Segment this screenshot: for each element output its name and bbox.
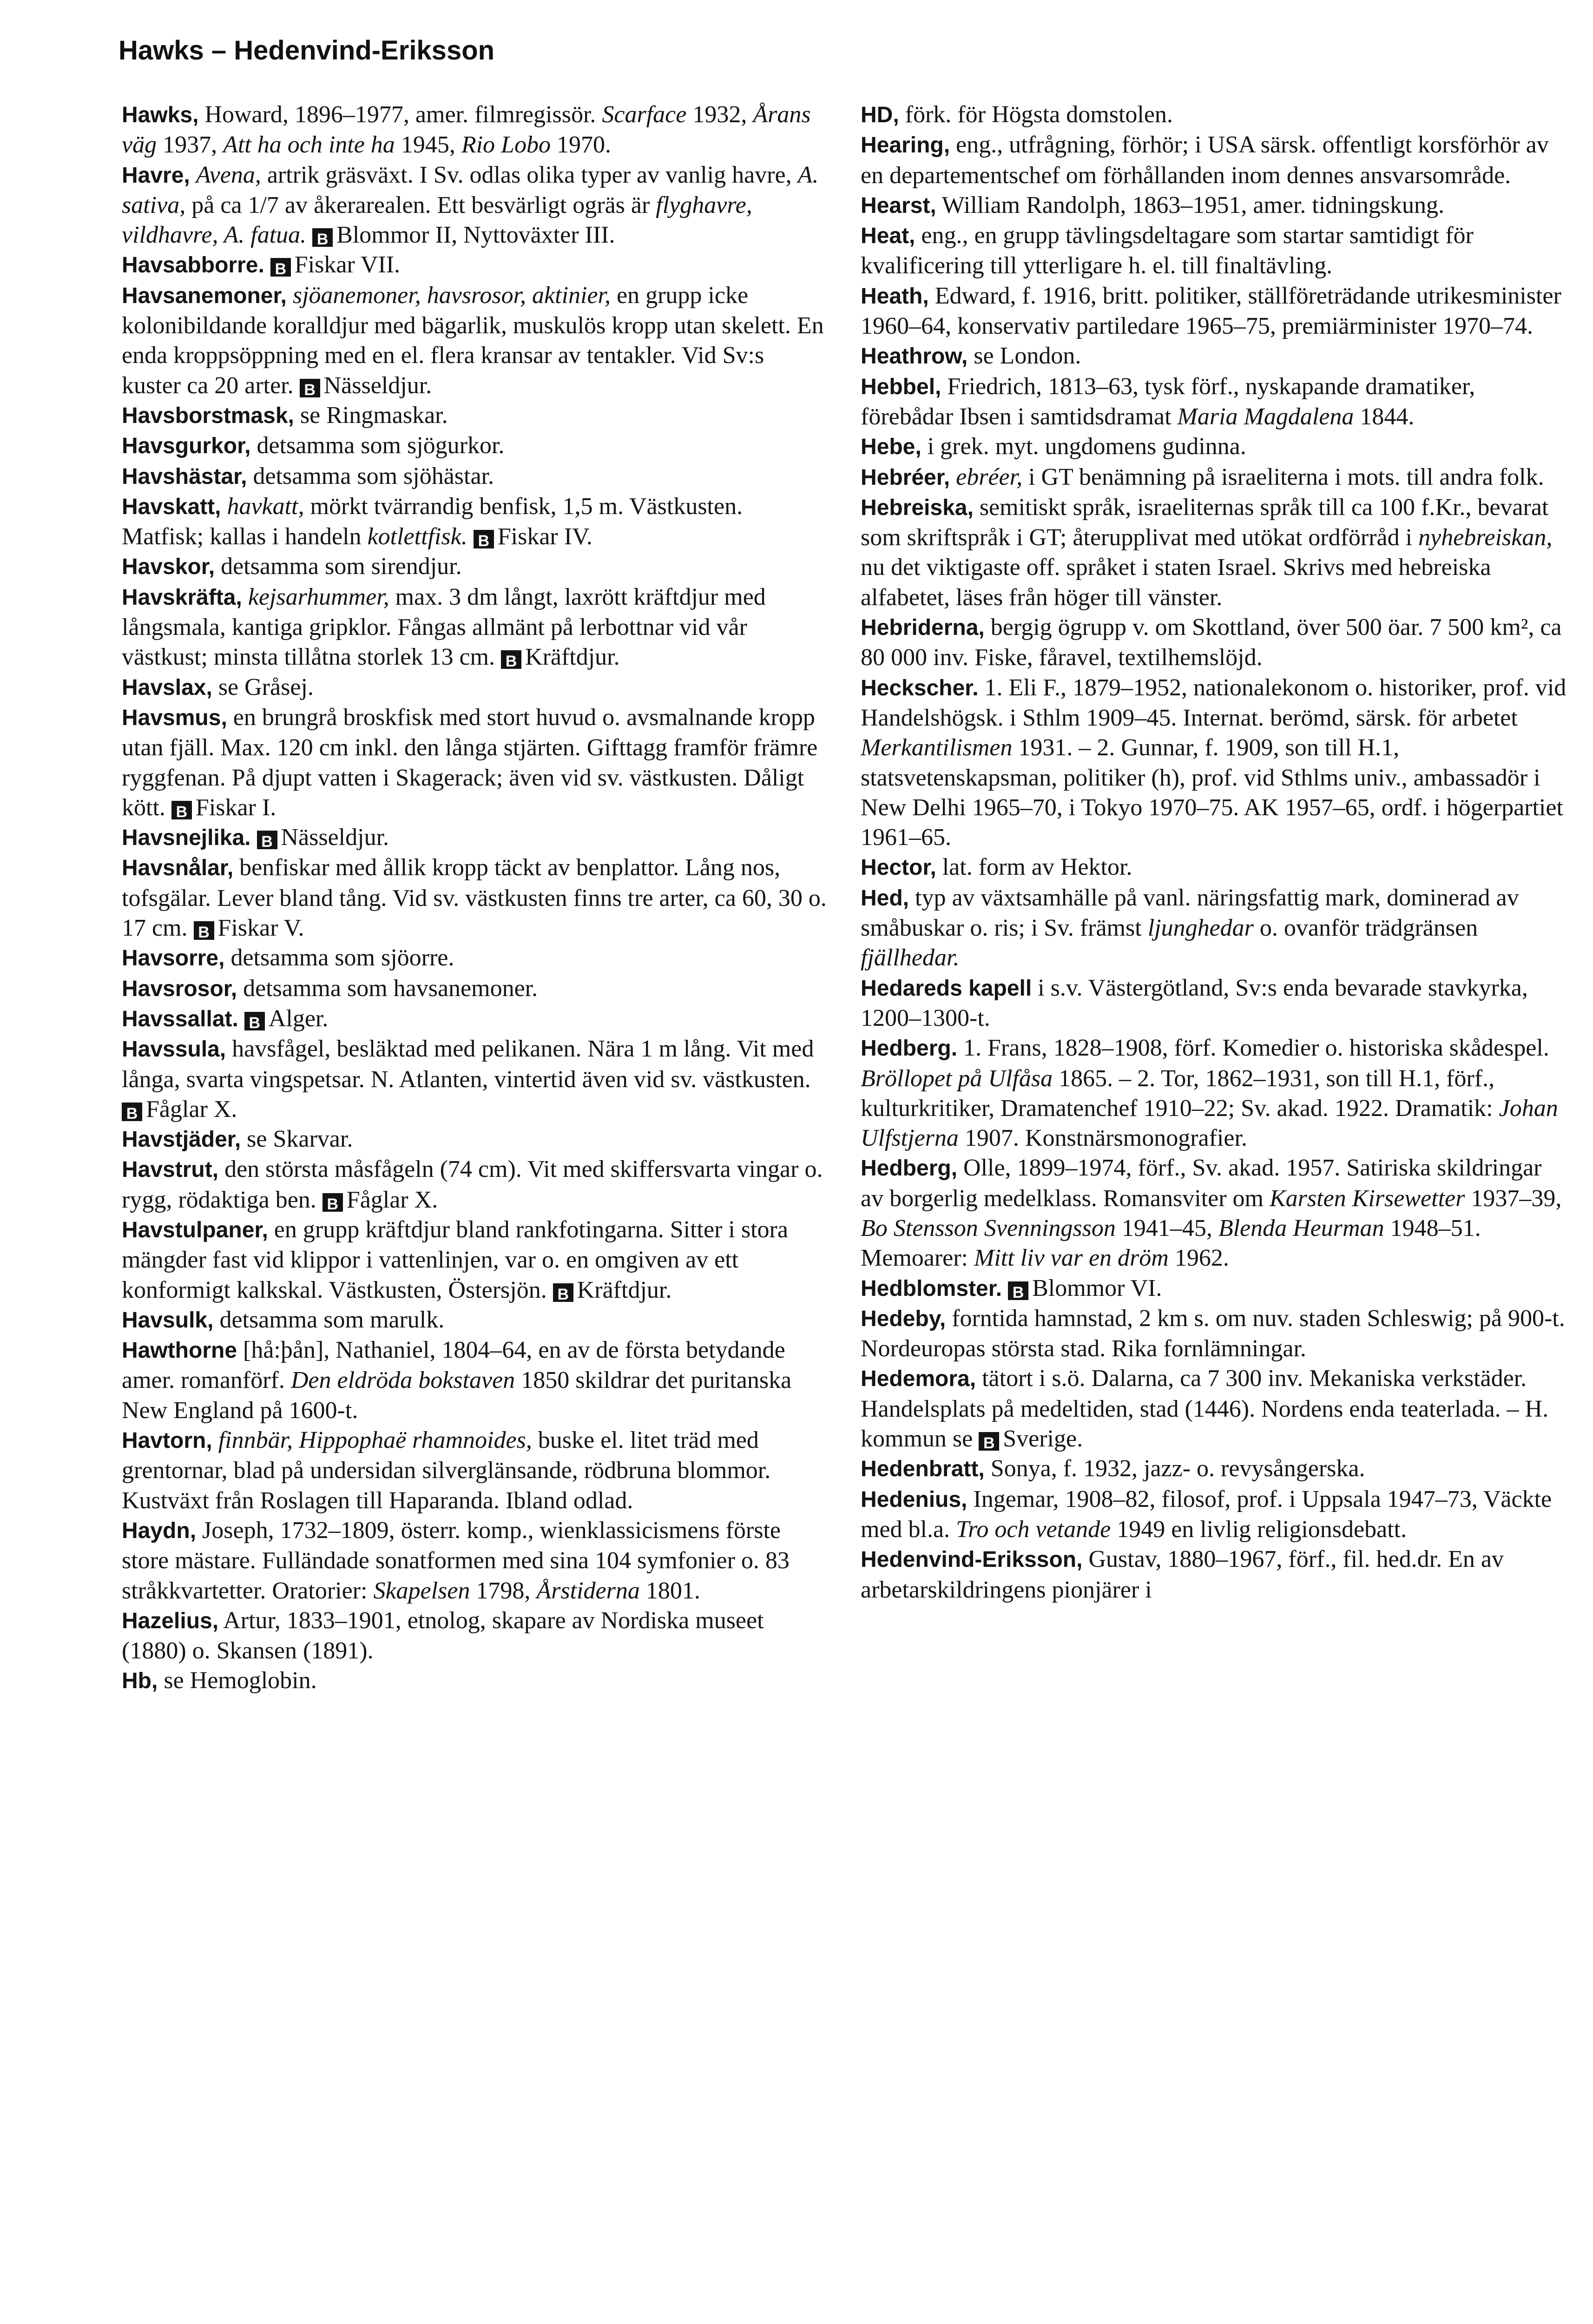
entry-italic-text: ebréer, <box>956 463 1023 490</box>
dictionary-entry <box>861 1545 1567 1605</box>
entry-italic-text: Bröllopet på Ulfåsa <box>861 1065 1053 1092</box>
entry-text <box>238 1005 244 1032</box>
entry-text: Howard, 1896–1977, amer. filmregissör. <box>198 101 602 128</box>
entry-text: typ av växtsamhälle på vanl. näringsfattig mark, dominerad av småbuskar o. ris; i Sv. främst <box>861 884 1519 942</box>
entry-italic-text: flyghavre, vildhavre, A. fatua. <box>122 191 752 249</box>
right-column <box>861 100 1567 1605</box>
dictionary-entry <box>861 100 1567 130</box>
entry-italic-text: Den eldröda bokstaven <box>290 1367 515 1394</box>
dictionary-entry <box>122 703 828 823</box>
dictionary-entry <box>122 673 828 703</box>
dictionary-entry <box>122 100 828 160</box>
entry-headword: Hebe, <box>861 435 922 460</box>
entry-text: Gustav, 1880–1967, förf., fil. hed.dr. En av arbetarskildringens pionjärer i <box>861 1546 1504 1603</box>
entry-text: eng., en grupp tävlingsdeltagare som startar samtidigt för kvalificering till ytterligare h. el. till finaltävling. <box>861 222 1474 279</box>
entry-text: 1844. <box>1354 403 1415 430</box>
entry-text: en grupp kräftdjur bland rankfotingarna. Sitter i stora mängder fast vid klippor i vattenlinjen, var o. en omgiven av ett konformigt kalkskal. Västkusten, Östersjön. <box>122 1216 788 1303</box>
dictionary-entry <box>861 973 1567 1034</box>
picture-reference-icon: B <box>194 921 214 940</box>
dictionary-entry <box>861 673 1567 853</box>
dictionary-entry <box>861 281 1567 342</box>
dictionary-entry <box>122 1426 828 1516</box>
dictionary-entry <box>122 1124 828 1155</box>
entry-headword: Havstrut, <box>122 1157 219 1182</box>
entry-headword: Havskräfta, <box>122 585 242 610</box>
entry-text: Joseph, 1732–1809, österr. komp., wienklassicismens förste store mästare. Fulländade sonatformen med sina 104 symfonier o. 83 stråkkvartetter. Oratorier: <box>122 1517 790 1604</box>
dictionary-entry <box>122 552 828 582</box>
picture-reference-icon: B <box>501 650 521 669</box>
entry-text: Nässeldjur. <box>323 372 432 399</box>
entry-text: max. 3 dm långt, laxrött kräftdjur med långsmala, kantiga gripklor. Fångas allmänt på lerbottnar vid vår västkust; minsta tillåtna storlek 13 cm. <box>122 583 766 671</box>
entry-text: den största måsfågeln (74 cm). Vit med skiffersvarta vingar o. rygg, rödaktiga ben. <box>122 1156 823 1213</box>
picture-reference-icon: B <box>244 1012 265 1030</box>
entry-italic-text: ljunghedar <box>1147 915 1254 942</box>
dictionary-entry <box>861 1364 1567 1454</box>
entry-text: semitiskt språk, israeliternas språk till ca 100 f.Kr., bevarat som skriftspråk i GT; återupplivat med utökat ordförråd i <box>861 494 1549 551</box>
entry-italic-text: havkatt, <box>227 493 304 520</box>
entry-italic-text: Johan Ulfstjerna <box>861 1095 1558 1152</box>
entry-headword: Hazelius, <box>122 1608 219 1633</box>
entry-italic-text: fjällhedar. <box>861 944 960 971</box>
entry-headword: Hebreiska, <box>861 495 974 520</box>
entry-italic-text: Avena, <box>196 161 261 188</box>
entry-headword: Hedareds kapell <box>861 976 1032 1001</box>
entry-headword: Hearing, <box>861 133 950 158</box>
dictionary-entry <box>861 462 1567 493</box>
picture-reference-icon: B <box>171 801 192 819</box>
entry-headword: Havsanemoner, <box>122 283 287 308</box>
entry-text: detsamma som sjögurkor. <box>250 432 505 459</box>
entry-headword: Heath, <box>861 284 929 309</box>
dictionary-entry <box>122 401 828 431</box>
dictionary-entry <box>861 883 1567 973</box>
entry-text: Nässeldjur. <box>281 824 389 851</box>
left-column <box>122 100 828 1697</box>
entry-headword: Havsgurkor, <box>122 434 251 459</box>
entry-text: 1931. – 2. Gunnar, f. 1909, son till H.1, statsvetenskapsman, politiker (h), prof. vid Sthlms univ., ambassadör i New Delhi 1965–70, i Tokyo 1970–75. AK 1957–65, ordf. i högerpartiet 1961–65. <box>861 734 1563 851</box>
entry-text: se Hemoglobin. <box>158 1667 317 1694</box>
entry-text: buske el. litet träd med grentornar, blad på undersidan silverglänsande, rödbruna blommor. Kustväxt från Roslagen till Haparanda. Ibland odlad. <box>122 1427 771 1514</box>
dictionary-entry <box>861 130 1567 191</box>
entry-headword: Havsabborre. <box>122 253 264 278</box>
dictionary-entry <box>122 1666 828 1696</box>
dictionary-entry <box>122 853 828 943</box>
entry-headword: Havsorre, <box>122 946 225 971</box>
entry-text: detsamma som sjöorre. <box>224 944 454 971</box>
entry-text: William Randolph, 1863–1951, amer. tidningskung. <box>936 191 1444 218</box>
entry-text: Fiskar V. <box>217 915 304 942</box>
entry-headword: Hedenbratt, <box>861 1457 985 1482</box>
entry-text: Kräftdjur. <box>577 1276 672 1303</box>
picture-reference-icon: B <box>553 1283 573 1302</box>
dictionary-entry <box>122 974 828 1004</box>
entry-headword: Hed, <box>861 885 909 911</box>
entry-italic-text: Karsten Kirsewetter <box>1270 1185 1465 1212</box>
dictionary-entry <box>122 462 828 492</box>
entry-text: i GT benämning på israeliterna i mots. till andra folk. <box>1022 463 1544 490</box>
entry-italic-text: Att ha och inte ha <box>223 132 395 158</box>
entry-text <box>212 1427 218 1453</box>
entry-text: 1. Eli F., 1879–1952, nationalekonom o. historiker, prof. vid Handelshögsk. i Sthlm 1909–45. Internat. berömd, särsk. för arbetet <box>861 674 1567 731</box>
entry-headword: Heathrow, <box>861 344 968 369</box>
dictionary-entry <box>861 852 1567 883</box>
entry-headword: Hector, <box>861 855 936 880</box>
entry-headword: Havshästar, <box>122 464 247 489</box>
dictionary-entry <box>861 1454 1567 1484</box>
entry-text: 1962. <box>1168 1245 1229 1272</box>
entry-text: i s.v. Västergötland, Sv:s enda bevarade stavkyrka, 1200–1300-t. <box>861 974 1528 1031</box>
dictionary-entry <box>861 1274 1567 1304</box>
entry-text: tätort i s.ö. Dalarna, ca 7 300 inv. Mekaniska verkstäder. Handelsplats på medeltiden, stad (1446). Nordens enda teaterlada. – H. kommun se <box>861 1365 1549 1452</box>
entry-text: [hå:þån], Nathaniel, 1804–64, en av de första betydande amer. romanförf. <box>122 1337 785 1394</box>
dictionary-entry <box>122 1305 828 1335</box>
entry-text: Kräftdjur. <box>525 644 620 671</box>
entry-headword: Havsnejlika. <box>122 825 251 851</box>
dictionary-entry <box>122 1004 828 1034</box>
dictionary-entry <box>861 1304 1567 1364</box>
entry-headword: Heckscher. <box>861 675 979 700</box>
dictionary-entry <box>122 281 828 401</box>
entry-headword: Hedberg, <box>861 1156 958 1181</box>
entry-text: se Ringmaskar. <box>294 402 448 429</box>
entry-headword: Hedenvind-Eriksson, <box>861 1547 1083 1572</box>
entry-text: Sverige. <box>1003 1426 1083 1452</box>
entry-headword: Havstjäder, <box>122 1127 241 1152</box>
entry-italic-text: Skapelsen <box>373 1577 470 1604</box>
entry-headword: Havsrosor, <box>122 976 237 1001</box>
entry-text: Fiskar IV. <box>497 523 592 550</box>
entry-headword: Havslax, <box>122 675 212 700</box>
entry-text: se Skarvar. <box>241 1126 353 1153</box>
dictionary-entry <box>861 493 1567 613</box>
entry-italic-text: Scarface <box>602 101 687 128</box>
dictionary-entry <box>122 823 828 853</box>
entry-headword: Hawks, <box>122 103 199 127</box>
dictionary-entry <box>122 582 828 673</box>
entry-headword: Havsmus, <box>122 705 227 730</box>
entry-text: 1948–51. Memoarer: <box>861 1215 1481 1272</box>
entry-italic-text: Rio Lobo <box>461 132 551 158</box>
entry-text: se London. <box>968 343 1081 370</box>
picture-reference-icon: B <box>474 530 494 548</box>
dictionary-entry <box>122 160 828 251</box>
entry-headword: Havre, <box>122 163 190 188</box>
running-head: Hawks – Hedenvind-Eriksson <box>118 35 495 66</box>
picture-reference-icon: B <box>312 228 333 247</box>
entry-text <box>950 464 956 490</box>
dictionary-entry <box>122 1215 828 1305</box>
entry-italic-text: Årstiderna <box>536 1577 640 1604</box>
entry-text: 1941–45, <box>1115 1215 1218 1241</box>
entry-headword: Haydn, <box>122 1518 197 1543</box>
entry-italic-text: Årans väg <box>122 101 811 158</box>
entry-text: Friedrich, 1813–63, tysk förf., nyskapande dramatiker, förebådar Ibsen i samtidsdramat <box>861 373 1475 430</box>
entry-headword: Heat, <box>861 224 915 249</box>
picture-reference-icon: B <box>323 1193 343 1212</box>
dictionary-entry <box>861 1153 1567 1273</box>
entry-headword: Hebréer, <box>861 465 950 490</box>
entry-italic-text: Bo Stensson Svenningsson <box>861 1215 1116 1241</box>
entry-text: 1865. – 2. Tor, 1862–1931, son till H.1, förf., kulturkritiker, Dramatenchef 1910–22; Sv. akad. 1922. Dramatik: <box>861 1065 1499 1122</box>
entry-text: bergig ögrupp v. om Skottland, över 500 öar. 7 500 km², ca 80 000 inv. Fiske, fåravel, textilhemslöjd. <box>861 614 1562 671</box>
dictionary-entry <box>861 191 1567 221</box>
entry-text: 1798, <box>470 1577 537 1604</box>
entry-text: Fåglar X. <box>346 1186 438 1213</box>
entry-text: i grek. myt. ungdomens gudinna. <box>921 433 1246 460</box>
entry-text: 1949 en livlig religionsdebatt. <box>1111 1516 1407 1543</box>
entry-italic-text: kejsarhummer, <box>248 583 389 610</box>
entry-headword: Hedeby, <box>861 1306 946 1331</box>
dictionary-entry <box>861 432 1567 462</box>
dictionary-entry <box>122 1034 828 1124</box>
entry-text <box>467 523 474 550</box>
entry-italic-text: Mitt liv var en dröm <box>974 1245 1169 1272</box>
entry-headword: Havskor, <box>122 555 215 580</box>
dictionary-entry <box>122 1516 828 1606</box>
entry-text: se Gråsej. <box>212 673 314 700</box>
entry-text: förk. för Högsta domstolen. <box>899 101 1173 128</box>
entry-italic-text: sjöanemoner, havsrosor, aktinier, <box>292 282 611 309</box>
entry-text: detsamma som marulk. <box>213 1306 445 1333</box>
entry-headword: Hedblomster. <box>861 1276 1002 1301</box>
entry-text: lat. form av Hektor. <box>936 854 1132 881</box>
entry-italic-text: A. sativa, <box>122 161 819 218</box>
entry-headword: Hebbel, <box>861 374 941 399</box>
picture-reference-icon: B <box>1008 1281 1028 1300</box>
entry-headword: Hawthorne <box>122 1338 237 1363</box>
entry-headword: HD, <box>861 103 899 127</box>
entry-headword: Havsborstmask, <box>122 403 294 428</box>
entry-italic-text: finnbär, Hippophaë rhamnoides, <box>218 1427 532 1454</box>
entry-text: 1937, <box>157 132 224 158</box>
entry-headword: Havssula, <box>122 1037 226 1062</box>
dictionary-entry <box>861 372 1567 432</box>
entry-text: benfiskar med ållik kropp täckt av benplattor. Lång nos, tofsgälar. Lever bland tång. Vid sv. västkusten finns tre arter, ca 60, 30 o. 17 cm. <box>122 854 827 942</box>
entry-headword: Hb, <box>122 1669 158 1694</box>
picture-reference-icon: B <box>300 379 320 397</box>
entry-headword: Havskatt, <box>122 494 221 519</box>
entry-headword: Hedberg. <box>861 1036 958 1061</box>
dictionary-entry <box>861 341 1567 371</box>
dictionary-entry <box>122 1335 828 1426</box>
entry-text: mörkt tvärrandig benfisk, 1,5 m. Västkusten. Matfisk; kallas i handeln <box>122 493 743 550</box>
entry-text: Alger. <box>268 1005 329 1032</box>
entry-text: 1. Frans, 1828–1908, förf. Komedier o. historiska skådespel. <box>957 1035 1549 1062</box>
entry-italic-text: Merkantilismen <box>861 734 1013 761</box>
entry-text <box>287 282 293 309</box>
entry-text: 1970. <box>550 132 611 158</box>
dictionary-entry <box>861 613 1567 673</box>
entry-text: Olle, 1899–1974, förf., Sv. akad. 1957. Satiriska skildringar av borgerlig medelklass. Romansviter om <box>861 1155 1542 1212</box>
entry-text: Edward, f. 1916, britt. politiker, ställföreträdande utrikesminister 1960–64, konservativ partiledare 1965–75, premiärminister 1970–74. <box>861 282 1561 340</box>
entry-text: o. ovanför trädgränsen <box>1253 915 1478 942</box>
entry-italic-text: nyhebreiskan, <box>1418 524 1553 551</box>
entry-text <box>1002 1275 1008 1301</box>
entry-text: Ingemar, 1908–82, filosof, prof. i Uppsala 1947–73, Väckte med bl.a. <box>861 1486 1552 1543</box>
entry-headword: Havtorn, <box>122 1428 212 1453</box>
entry-italic-text: Tro och vetande <box>956 1516 1111 1543</box>
dictionary-entry <box>861 1485 1567 1545</box>
dictionary-entry <box>122 943 828 973</box>
entry-text: Fiskar I. <box>195 794 276 821</box>
dictionary-entry <box>122 492 828 552</box>
entry-text <box>190 162 196 188</box>
entry-text: 1937–39, <box>1465 1185 1562 1212</box>
entry-text: på ca 1/7 av åkerarealen. Ett besvärligt ogräs är <box>185 191 656 218</box>
entry-text: Blommor II, Nyttoväxter III. <box>336 222 615 249</box>
entry-text: Blommor VI. <box>1032 1274 1162 1301</box>
entry-text: eng., utfrågning, förhör; i USA särsk. offentligt korsförhör av en departementschef om förhållanden inom dennes ansvarsområde. <box>861 132 1549 189</box>
picture-reference-icon: B <box>979 1432 999 1451</box>
entry-text: detsamma som sirendjur. <box>215 553 462 580</box>
entry-text <box>264 251 270 278</box>
entry-text: Fiskar VII. <box>294 251 401 278</box>
picture-reference-icon: B <box>257 831 277 849</box>
entry-text <box>251 824 257 851</box>
dictionary-entry <box>122 250 828 280</box>
entry-text: 1945, <box>395 132 461 158</box>
entry-headword: Havssallat. <box>122 1006 238 1031</box>
entry-headword: Hedemora, <box>861 1367 976 1392</box>
entry-headword: Havsnålar, <box>122 856 234 881</box>
entry-text: 1932, <box>686 101 753 128</box>
entry-text: 1801. <box>639 1577 700 1604</box>
entry-headword: Hebriderna, <box>861 615 985 640</box>
entry-text: artrik gräsväxt. I Sv. odlas olika typer av vanlig havre, <box>261 161 798 188</box>
dictionary-entry <box>122 1155 828 1215</box>
entry-text: havsfågel, besläktad med pelikanen. Nära 1 m lång. Vit med långa, svarta vingspetsar. N. Atlanten, vintertid även vid sv. västkusten. <box>122 1036 814 1093</box>
entry-text: Fåglar X. <box>146 1096 237 1122</box>
dictionary-entry <box>122 1606 828 1666</box>
entry-text: Sonya, f. 1932, jazz- o. revysångerska. <box>984 1455 1365 1482</box>
entry-text <box>306 222 312 248</box>
entry-italic-text: kotlettfisk. <box>367 523 467 550</box>
entry-italic-text: Blenda Heurman <box>1218 1215 1384 1241</box>
entry-text <box>242 584 248 610</box>
entry-headword: Havsulk, <box>122 1307 214 1333</box>
entry-text: detsamma som havsanemoner. <box>237 975 538 1002</box>
dictionary-entry <box>122 431 828 461</box>
entry-text <box>221 493 227 520</box>
entry-italic-text: Maria Magdalena <box>1177 403 1354 430</box>
dictionary-entry <box>861 1033 1567 1153</box>
entry-text: en brungrå broskfisk med stort huvud o. avsmalnande kropp utan fjäll. Max. 120 cm inkl. den långa stjärten. Gifttagg framför främre ryggfenan. På djupt vatten i Skagerack; även vid sv. västkusten. Dåligt kött. <box>122 704 818 821</box>
entry-text: nu det viktigaste off. språket i staten Israel. Skrivs med hebreiska alfabetet, läses från höger till vänster. <box>861 554 1491 611</box>
entry-text: en grupp icke kolonibildande koralldjur med bägarlik, muskulös kropp utan skelett. En enda kroppsöppning med en el. flera kransar av tentakler. Vid Sv:s kuster ca 20 arter. <box>122 282 824 399</box>
entry-headword: Hedenius, <box>861 1487 968 1512</box>
entry-text: forntida hamnstad, 2 km s. om nuv. staden Schleswig; på 900-t. Nordeuropas största stad. Rika fornlämningar. <box>861 1305 1565 1362</box>
entry-headword: Hearst, <box>861 193 936 218</box>
entry-text: 1850 skildrar det puritanska New England på 1600-t. <box>122 1367 792 1424</box>
picture-reference-icon: B <box>270 258 291 277</box>
entry-text: 1907. Konstnärsmonografier. <box>958 1125 1247 1152</box>
dictionary-entry <box>861 221 1567 281</box>
entry-headword: Havstulpaner, <box>122 1217 268 1242</box>
entry-text: detsamma som sjöhästar. <box>247 462 494 489</box>
picture-reference-icon: B <box>122 1103 142 1121</box>
entry-text: Artur, 1833–1901, etnolog, skapare av Nordiska museet (1880) o. Skansen (1891). <box>122 1607 764 1664</box>
